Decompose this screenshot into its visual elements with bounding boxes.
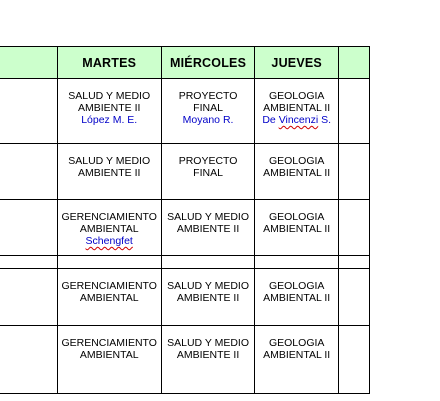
header-row [0, 47, 370, 79]
cell-martes: SALUD Y MEDIO AMBIENTE II [57, 144, 161, 200]
table-row [0, 144, 370, 200]
cell-martes: GERENCIAMIENTO AMBIENTAL [57, 326, 161, 394]
table-row [0, 326, 370, 394]
cell-jueves: GEOLOGIA AMBIENTAL II [255, 326, 338, 394]
spacer-row [0, 256, 370, 269]
teacher-name: Schengfet [85, 235, 133, 247]
cell-jueves: GEOLOGIA AMBIENTAL II [255, 269, 338, 326]
header-miercoles: MIÉRCOLES [161, 47, 255, 79]
header-viernes [338, 47, 369, 79]
cell-miercoles: SALUD Y MEDIO AMBIENTE II [161, 269, 255, 326]
table-row [0, 200, 370, 256]
cell-viernes [338, 79, 369, 144]
teacher-name: Moyano R. [182, 114, 234, 126]
cell-lunes [0, 326, 57, 394]
cell-miercoles: SALUD Y MEDIO AMBIENTE II [161, 326, 255, 394]
cell-miercoles: PROYECTO FINAL [161, 144, 255, 200]
cell-martes: GERENCIAMIENTO AMBIENTAL [57, 269, 161, 326]
cell-viernes [338, 144, 369, 200]
header-jueves: JUEVES [255, 47, 338, 79]
table-row [0, 79, 370, 144]
cell-jueves: GEOLOGIA AMBIENTAL II [255, 200, 338, 256]
cell-viernes [338, 269, 369, 326]
header-lunes [0, 47, 57, 79]
cell-lunes [0, 144, 57, 200]
cell-martes: SALUD Y MEDIO AMBIENTE II López M. E. [57, 79, 161, 144]
cell-lunes [0, 200, 57, 256]
cell-viernes [338, 326, 369, 394]
schedule-table [0, 46, 370, 394]
cell-miercoles: SALUD Y MEDIO AMBIENTE II [161, 200, 255, 256]
header-martes: MARTES [57, 47, 161, 79]
spellcheck-word: Vincenzi [278, 114, 319, 126]
cell-martes: GERENCIAMIENTO AMBIENTAL Schengfet [57, 200, 161, 256]
cell-miercoles: PROYECTO FINAL Moyano R. [161, 79, 255, 144]
cell-lunes [0, 79, 57, 144]
teacher-name: López M. E. [81, 114, 138, 126]
cell-viernes [338, 200, 369, 256]
cell-jueves: GEOLOGIA AMBIENTAL II De Vincenzi S. [255, 79, 338, 144]
table-row [0, 269, 370, 326]
cell-lunes [0, 269, 57, 326]
teacher-name: De Vincenzi S. [262, 114, 332, 126]
cell-jueves: GEOLOGIA AMBIENTAL II [255, 144, 338, 200]
